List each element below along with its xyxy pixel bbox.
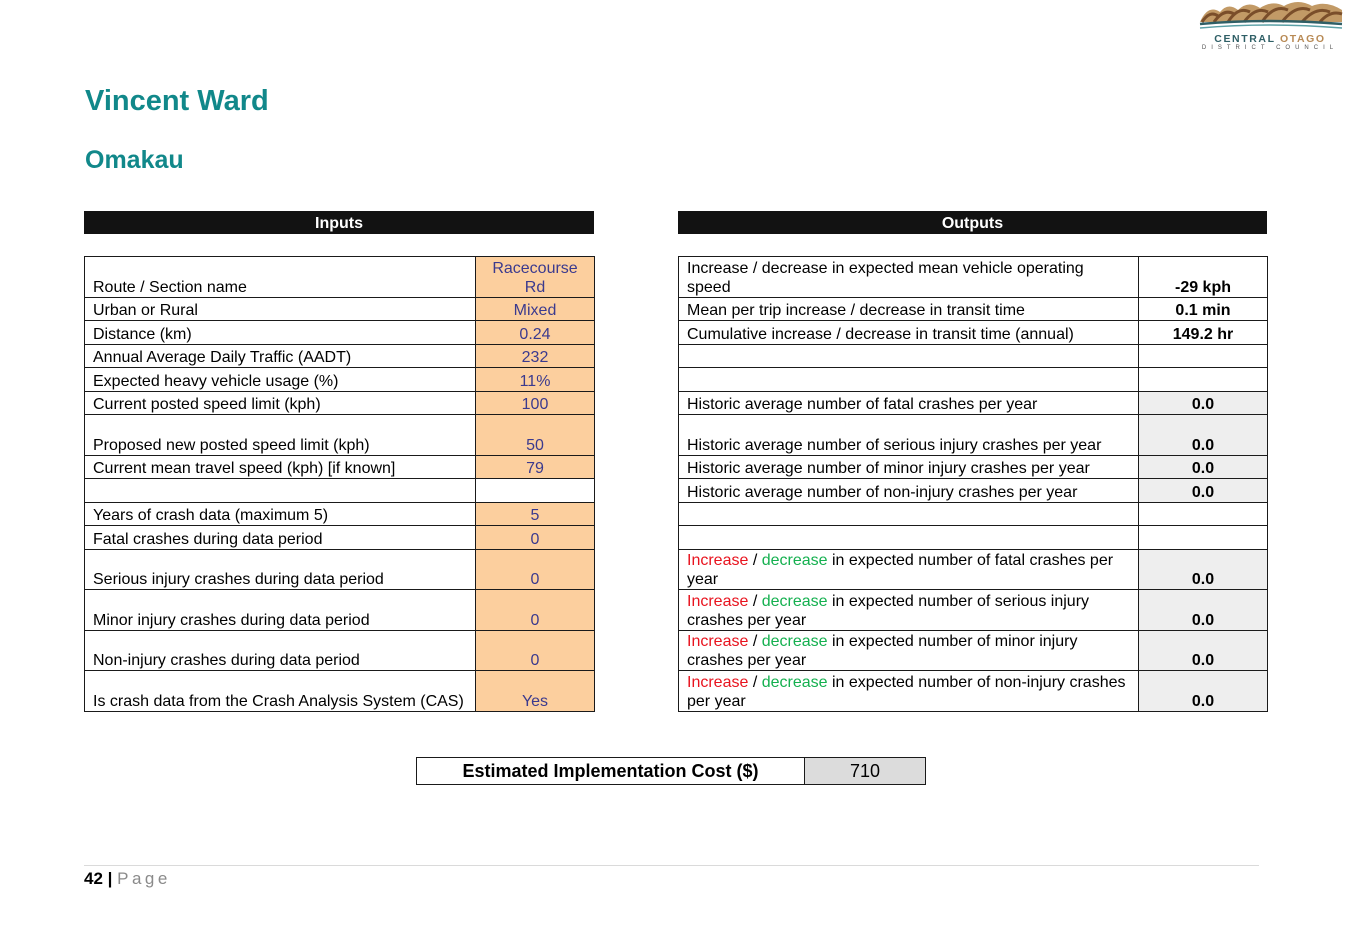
output-label: Increase / decrease in expected number of minor injury crashes per year: [679, 630, 1139, 671]
input-label: Urban or Rural: [85, 297, 476, 321]
input-value[interactable]: 5: [476, 502, 595, 526]
increase-text: Increase: [687, 673, 749, 691]
output-value: [1139, 502, 1268, 526]
table-row: [417, 758, 926, 785]
table-row: [679, 479, 1268, 503]
input-label: Is crash data from the Crash Analysis System (CAS): [85, 671, 476, 712]
output-value: 0.0: [1139, 671, 1268, 712]
table-row: [679, 526, 1268, 550]
output-value: 149.2 hr: [1139, 321, 1268, 345]
cost-table: [416, 757, 926, 785]
decrease-text: decrease: [761, 633, 828, 650]
input-value[interactable]: 100: [476, 391, 595, 415]
input-value[interactable]: 11%: [476, 368, 595, 392]
table-row: [85, 344, 595, 368]
decrease-text: decrease: [761, 673, 828, 691]
input-label: Current mean travel speed (kph) [if known]: [85, 455, 476, 479]
output-value: -29 kph: [1139, 257, 1268, 298]
input-value[interactable]: Yes: [476, 671, 595, 712]
output-value: [1139, 526, 1268, 550]
ward-title: Vincent Ward: [85, 85, 269, 117]
page-number: 42: [84, 869, 103, 888]
logo-wordmark: CENTRAL OTAGO: [1214, 33, 1326, 45]
table-row: [85, 297, 595, 321]
output-value: 0.0: [1139, 630, 1268, 671]
table-row: [85, 415, 595, 456]
footer-divider: [84, 865, 1259, 866]
input-label: Annual Average Daily Traffic (AADT): [85, 344, 476, 368]
decrease-text: decrease: [761, 552, 828, 569]
input-value[interactable]: 0.24: [476, 321, 595, 345]
input-value[interactable]: 0: [476, 549, 595, 590]
input-value[interactable]: 50: [476, 415, 595, 456]
table-row: [85, 590, 595, 631]
footer-separator: |: [102, 869, 118, 888]
table-row: [679, 630, 1268, 671]
table-row: [85, 502, 595, 526]
table-row: [679, 344, 1268, 368]
table-row: [85, 549, 595, 590]
input-label: Fatal crashes during data period: [85, 526, 476, 550]
cost-label: Estimated Implementation Cost ($): [417, 758, 805, 785]
table-row: [679, 415, 1268, 456]
page-word: Page: [117, 869, 171, 888]
output-value: 0.0: [1139, 415, 1268, 456]
table-row: [679, 590, 1268, 631]
table-row: [85, 479, 595, 503]
decrease-text: decrease: [761, 592, 828, 610]
table-row: [679, 549, 1268, 590]
output-value: 0.0: [1139, 455, 1268, 479]
output-value: 0.1 min: [1139, 297, 1268, 321]
inputs-header: Inputs: [84, 211, 594, 234]
table-row: [679, 502, 1268, 526]
increase-text: Increase: [687, 552, 749, 569]
input-value[interactable]: 79: [476, 455, 595, 479]
output-value: 0.0: [1139, 549, 1268, 590]
input-label: Minor injury crashes during data period: [85, 590, 476, 631]
logo-subtitle: DISTRICT COUNCIL: [1201, 45, 1339, 51]
output-label: Increase / decrease in expected number of non-injury crashes per year: [679, 671, 1139, 712]
council-logo: [1196, 0, 1346, 56]
input-value: [476, 479, 595, 503]
output-value: [1139, 368, 1268, 392]
output-value: 0.0: [1139, 590, 1268, 631]
inputs-table: [84, 256, 595, 712]
output-label: Mean per trip increase / decrease in transit time: [679, 297, 1139, 321]
table-row: [85, 671, 595, 712]
output-label: Increase / decrease in expected number of serious injury crashes per year: [679, 590, 1139, 631]
output-label: Historic average number of minor injury crashes per year: [679, 455, 1139, 479]
input-label: Expected heavy vehicle usage (%): [85, 368, 476, 392]
table-row: [679, 257, 1268, 298]
output-value: 0.0: [1139, 391, 1268, 415]
table-row: [679, 391, 1268, 415]
increase-text: Increase: [687, 633, 749, 650]
output-label: Cumulative increase / decrease in transit time (annual): [679, 321, 1139, 345]
input-value[interactable]: Mixed: [476, 297, 595, 321]
table-row: [679, 455, 1268, 479]
landscape-logo-icon: [1198, 0, 1344, 30]
output-label: [679, 368, 1139, 392]
input-label: Route / Section name: [85, 257, 476, 298]
table-row: [679, 297, 1268, 321]
input-label: Years of crash data (maximum 5): [85, 502, 476, 526]
table-row: [85, 630, 595, 671]
input-value[interactable]: 232: [476, 344, 595, 368]
input-label: Distance (km): [85, 321, 476, 345]
input-label: Current posted speed limit (kph): [85, 391, 476, 415]
output-label: Historic average number of fatal crashes per year: [679, 391, 1139, 415]
output-label: [679, 502, 1139, 526]
input-value[interactable]: 0: [476, 590, 595, 631]
table-row: [85, 526, 595, 550]
output-label: [679, 526, 1139, 550]
place-title: Omakau: [85, 146, 184, 174]
input-value[interactable]: Racecourse Rd: [476, 257, 595, 298]
increase-text: Increase: [687, 592, 749, 610]
outputs-header: Outputs: [678, 211, 1267, 234]
output-label: Increase / decrease in expected mean vehicle operating speed: [679, 257, 1139, 298]
output-value: [1139, 344, 1268, 368]
cost-value: 710: [805, 758, 926, 785]
output-value: 0.0: [1139, 479, 1268, 503]
input-label: Serious injury crashes during data period: [85, 549, 476, 590]
output-label: Historic average number of non-injury crashes per year: [679, 479, 1139, 503]
table-row: [679, 368, 1268, 392]
input-label: Non-injury crashes during data period: [85, 630, 476, 671]
table-row: [679, 321, 1268, 345]
input-label: [85, 479, 476, 503]
output-label: [679, 344, 1139, 368]
input-value[interactable]: 0: [476, 526, 595, 550]
table-row: [85, 321, 595, 345]
input-label: Proposed new posted speed limit (kph): [85, 415, 476, 456]
input-value[interactable]: 0: [476, 630, 595, 671]
table-row: [85, 257, 595, 298]
table-row: [85, 368, 595, 392]
output-label: Historic average number of serious injury crashes per year: [679, 415, 1139, 456]
table-row: [85, 391, 595, 415]
page-footer: [84, 869, 171, 889]
table-row: [679, 671, 1268, 712]
outputs-table: [678, 256, 1268, 712]
table-row: [85, 455, 595, 479]
output-label: Increase / decrease in expected number of fatal crashes per year: [679, 549, 1139, 590]
